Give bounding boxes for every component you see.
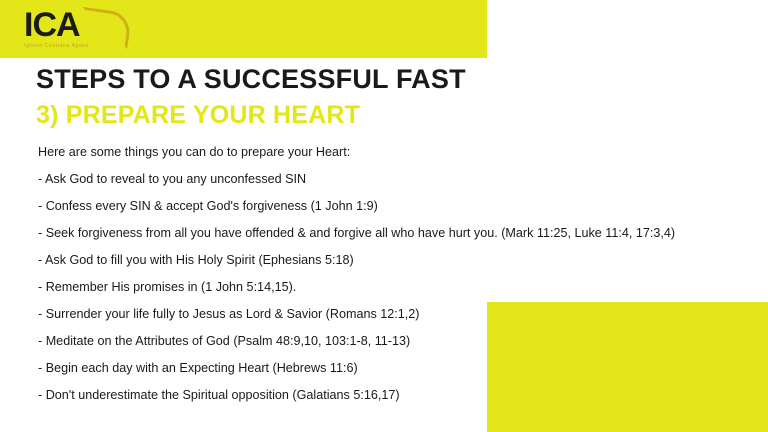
- list-item: - Meditate on the Attributes of God (Psalm 48:9,10, 103:1-8, 11-13): [38, 334, 411, 348]
- list-item: - Surrender your life fully to Jesus as Lord & Savior (Romans 12:1,2): [38, 307, 420, 321]
- logo: [24, 8, 124, 56]
- list-item: - Seek forgiveness from all you have offended & and forgive all who have hurt you. (Mark 11:25, Luke 11:4, 17:3,4): [38, 226, 676, 240]
- list-item: - Ask God to fill you with His Holy Spirit (Ephesians 5:18): [38, 253, 354, 267]
- logo-text: ICA: [24, 6, 80, 44]
- list-item: - Confess every SIN & accept God's forgiveness (1 John 1:9): [38, 199, 378, 213]
- list-item: - Ask God to reveal to you any unconfessed SIN: [38, 172, 307, 186]
- page-subtitle: 3) PREPARE YOUR HEART: [36, 101, 361, 129]
- list-item: - Remember His promises in (1 John 5:14,15).: [38, 280, 297, 294]
- list-item: - Begin each day with an Expecting Heart (Hebrews 11:6): [38, 361, 358, 375]
- page-title: STEPS TO A SUCCESSFUL FAST: [36, 64, 466, 94]
- logo-subtext: Iglesia Cristiana Agape: [24, 43, 89, 49]
- list-item: - Don't underestimate the Spiritual opposition (Galatians 5:16,17): [38, 388, 400, 402]
- body-intro: Here are some things you can do to prepare your Heart:: [38, 145, 351, 159]
- body-content: [38, 145, 738, 415]
